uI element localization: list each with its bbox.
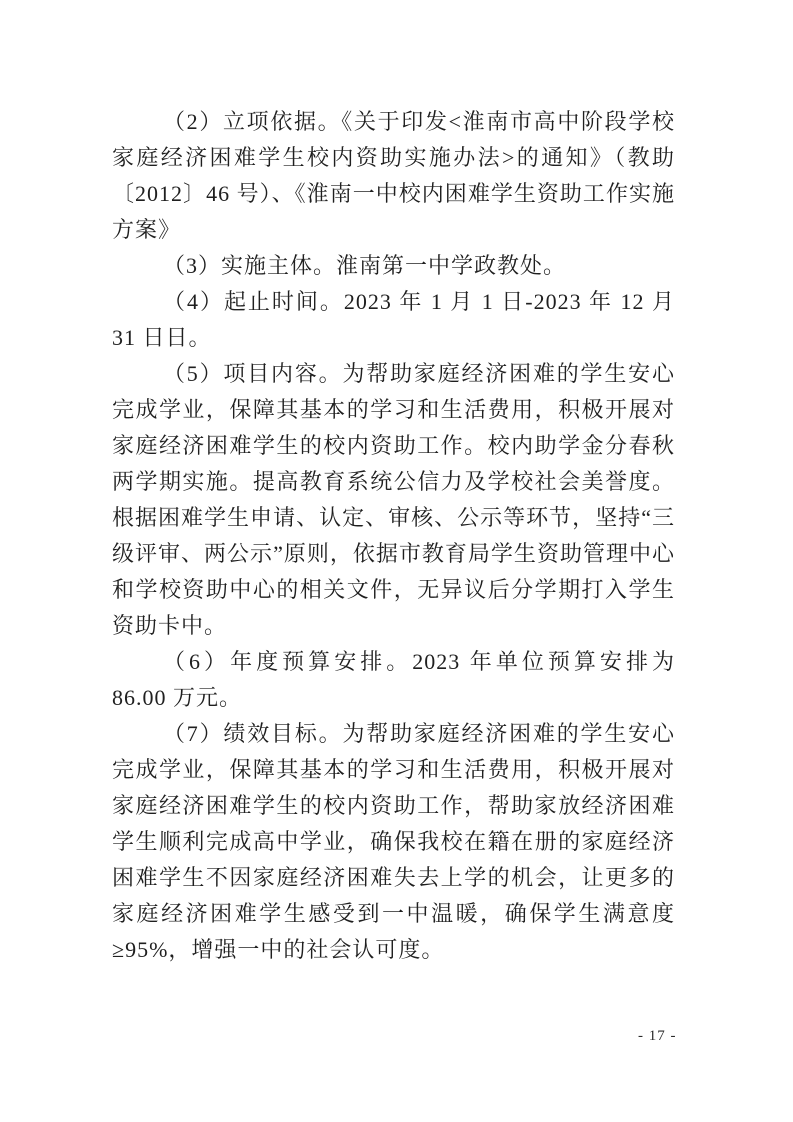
paragraph-project-basis: （2）立项依据。《关于印发<淮南市高中阶段学校家庭经济困难学生校内资助实施办法>的通知》（教助〔2012〕46 号）、《淮南一中校内困难学生资助工作实施方案》	[112, 109, 675, 242]
page-number: - 17 -	[638, 1028, 677, 1044]
document-body	[112, 104, 675, 968]
paragraph-annual-budget: （6）年度预算安排。2023 年单位预算安排为 86.00 万元。	[112, 649, 675, 710]
paragraph-implementing-body: （3）实施主体。淮南第一中学政教处。	[163, 253, 567, 278]
paragraph-project-content: （5）项目内容。为帮助家庭经济困难的学生安心完成学业，保障其基本的学习和生活费用，积极开展对家庭经济困难学生的校内资助工作。校内助学金分春秋两学期实施。提高教育系统公信力及学校社会美誉度。根据困难学生申请、认定、审核、公示等环节，坚持“三级评审、两公示”原则，依据市教育局学生资助管理中心和学校资助中心的相关文件，无异议后分学期打入学生资助卡中。	[112, 361, 675, 638]
paragraph-time-period: （4）起止时间。2023 年 1 月 1 日-2023 年 12 月 31 日日。	[112, 289, 675, 350]
paragraph-performance-goal: （7）绩效目标。为帮助家庭经济困难的学生安心完成学业，保障其基本的学习和生活费用，积极开展对家庭经济困难学生的校内资助工作，帮助家放经济困难学生顺利完成高中学业，确保我校在籍在册的家庭经济困难学生不因家庭经济困难失去上学的机会，让更多的家庭经济困难学生感受到一中温暖，确保学生满意度≥95%，增强一中的社会认可度。	[112, 721, 675, 962]
